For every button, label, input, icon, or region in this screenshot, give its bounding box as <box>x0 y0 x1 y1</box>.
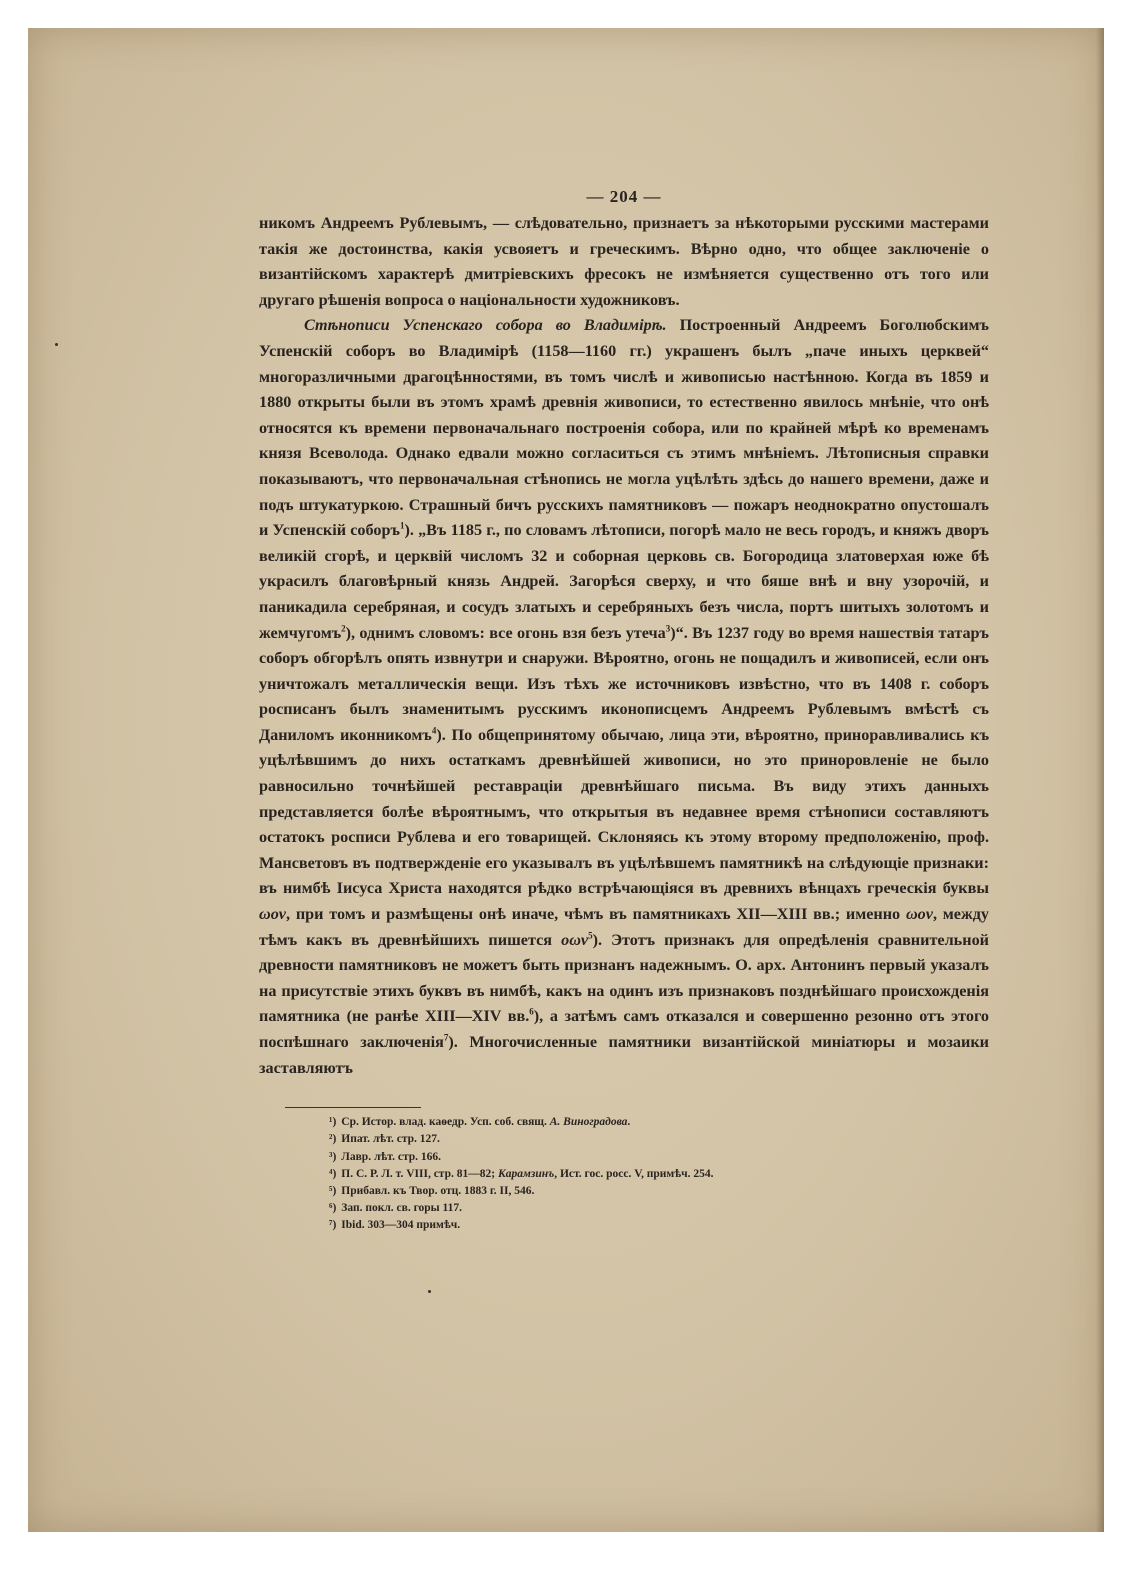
footnote <box>329 1200 989 1217</box>
page-number: — 204 — <box>586 187 662 206</box>
footnote-ref[interactable]: 1 <box>399 520 405 531</box>
paragraph-frescoes <box>259 313 989 1081</box>
page-content <box>259 163 989 1235</box>
footnote-author: А. Виноградова <box>549 1116 628 1129</box>
greek-letters: ωον <box>905 905 933 924</box>
footnote-divider <box>285 1107 421 1108</box>
paragraph-text: ). По общепринятому обычаю, лица эти, вѣроятно, приноравливались къ уцѣлѣвшимъ до нихъ остаткамъ древнѣйшей живописи, но это приноровленіе не было равносильно точнѣйшей реставраціи древнѣйшаго письма. Въ виду этихъ данныхъ представляется болѣе вѣроятнымъ, что открытыя въ недавнее время стѣнописи составляютъ остатокъ росписи Рублева и его товарищей. Склоняясь къ этому второму предположенію, проф. Мансветовъ въ подтвержденіе его указывалъ въ уцѣлѣвшемъ памятникѣ на слѣдующіе признаки: въ нимбѣ Іисуса Христа находятся рѣдко встрѣчающіяся въ древнихъ вѣнцахъ греческія буквы <box>259 725 990 898</box>
footnote-number: ⁶) <box>329 1202 337 1215</box>
paragraph-text: ). „Въ 1185 г., по словамъ лѣтописи, погорѣ мало не весь городъ, и княжъ дворъ великій сгорѣ, и церквій числомъ 32 и соборная церковь св. Богородица златоверхая юже бѣ украсилъ благовѣрный князь Андрей. Загорѣся сверху, и что бяше внѣ и вну узорочій, и паникадила серебряная, и сосудъ златыхъ и серебряныхъ безъ числа, портъ шитыхъ золотомъ и жемчугомъ <box>259 521 989 642</box>
paragraph-text: ). Многочисленные памятники византійской миніатюры и мозаики заставляютъ <box>259 1033 989 1077</box>
footnote-ref[interactable]: 3 <box>665 623 671 634</box>
footnote-ref[interactable]: 5 <box>588 930 593 941</box>
footnote-number: ¹) <box>329 1116 337 1129</box>
paragraph-continuation: никомъ Андреемъ Рублевымъ, — слѣдовательно, признаетъ за нѣкоторыми русскими мастерами такія же достоинства, какія усвояетъ и греческимъ. Вѣрно одно, что общее заключеніе о византійскомъ характерѣ дмитріевскихъ фресокъ не измѣняется существенно отъ того или другаго рѣшенія вопроса о національности художниковъ. <box>259 214 989 309</box>
footnote <box>329 1183 989 1200</box>
footnote-text: Ibid. 303—304 примѣч. <box>341 1219 461 1232</box>
footnote-number: ²) <box>329 1133 337 1146</box>
footnote-number: ⁷) <box>329 1219 337 1232</box>
footnote-text-end: , Ист. гос. росс. V, примѣч. 254. <box>554 1167 714 1180</box>
ink-speck <box>55 343 58 346</box>
footnote <box>329 1114 989 1131</box>
footnote-ref[interactable]: 6 <box>529 1007 534 1018</box>
paragraph-text: , между тѣмъ какъ въ древнѣйшихъ пишется <box>259 905 989 949</box>
footnote-text: П. С. Р. Л. т. VIII, стр. 81—82; <box>341 1167 498 1180</box>
paragraph-text: ). Этотъ признакъ для опредѣленія сравнительной древности памятниковъ не можетъ быть признанъ надежнымъ. О. арх. Антонинъ первый указалъ на присутствіе этихъ буквъ въ нимбѣ, какъ на одинъ изъ признаковъ позднѣйшаго происхожденія памятника (не ранѣе XIII—XIV вв. <box>259 930 989 1026</box>
footnote-author: Карамзинъ <box>497 1167 555 1180</box>
footnote-text: Прибавл. къ Твор. отц. 1883 г. II, 546. <box>341 1185 535 1197</box>
footnote-text-end: . <box>627 1116 631 1129</box>
footnote-text: Зап. покл. св. горы 117. <box>341 1202 463 1215</box>
footnote-text: Ср. Истор. влад. каѳедр. Усп. соб. свящ. <box>341 1116 550 1129</box>
greek-letters: ωον <box>259 905 286 924</box>
footnote <box>329 1166 989 1183</box>
page-edge-shadow <box>1096 28 1104 1532</box>
footnote-text: Ипат. лѣт. стр. 127. <box>341 1133 440 1146</box>
footnote <box>329 1131 989 1148</box>
footnote-ref[interactable]: 2 <box>341 623 346 634</box>
footnote <box>329 1149 989 1166</box>
paragraph-text: , при томъ и размѣщены онѣ иначе, чѣмъ въ памятникахъ XII—XIII вв.; именно <box>286 905 906 924</box>
paragraph-text: ), однимъ словомъ: все огонь взя безъ утеча <box>345 623 666 642</box>
footnote <box>329 1217 989 1234</box>
footnote-number: ⁴) <box>329 1167 337 1180</box>
footnote-text: Лавр. лѣт. стр. 166. <box>341 1150 442 1163</box>
paragraph-text: Построенный Андреемъ Боголюбскимъ Успенскій соборъ во Владимірѣ (1158—1160 гг.) украшенъ былъ „паче иныхъ церквей“ многоразличными драгоцѣнностями, въ томъ числѣ и живописью настѣнною. Когда въ 1859 и 1880 открыты были въ этомъ храмѣ древнія живописи, то естественно явилось мнѣніе, что онѣ относятся къ времени первоначальнаго построенія собора, или по крайней мѣрѣ ко временамъ князя Всеволода. Однако едвали можно согласиться съ этимъ мнѣніемъ. Лѣтописныя справки показываютъ, что первоначальная стѣнопись не могла уцѣлѣть здѣсь до нашего времени, даже и подъ штукатуркою. Страшный бичъ русскихъ памятниковъ — пожаръ неоднократно опустошалъ и Успенскій соборъ <box>259 316 989 540</box>
ink-speck <box>428 1290 431 1293</box>
footnote-ref[interactable]: 7 <box>443 1032 449 1043</box>
footnote-ref[interactable]: 4 <box>431 725 437 736</box>
footnote-number: ⁵) <box>329 1185 337 1197</box>
paragraph-text: )“. Въ 1237 году во время нашествія татаръ соборъ обгорѣлъ опять извнутри и снаружи. Вѣроятно, огонь не пощадилъ и живописей, если онъ уничтожалъ металлическія вещи. Изъ тѣхъ же источниковъ извѣстно, что въ 1408 г. соборъ росписанъ былъ знаменитымъ русскимъ иконописцемъ Андреемъ Рублевымъ вмѣстѣ съ Даниломъ иконникомъ <box>259 623 989 744</box>
footnotes <box>329 1114 989 1234</box>
footnote-number: ³) <box>329 1150 337 1163</box>
section-heading: Стѣнописи Успенскаго собора во Владимірѣ. <box>304 316 667 335</box>
paragraph-text: ), а затѣмъ самъ отказался и совершенно резонно отъ этого поспѣшнаго заключенія <box>259 1007 990 1051</box>
greek-letters: οων <box>561 930 589 949</box>
